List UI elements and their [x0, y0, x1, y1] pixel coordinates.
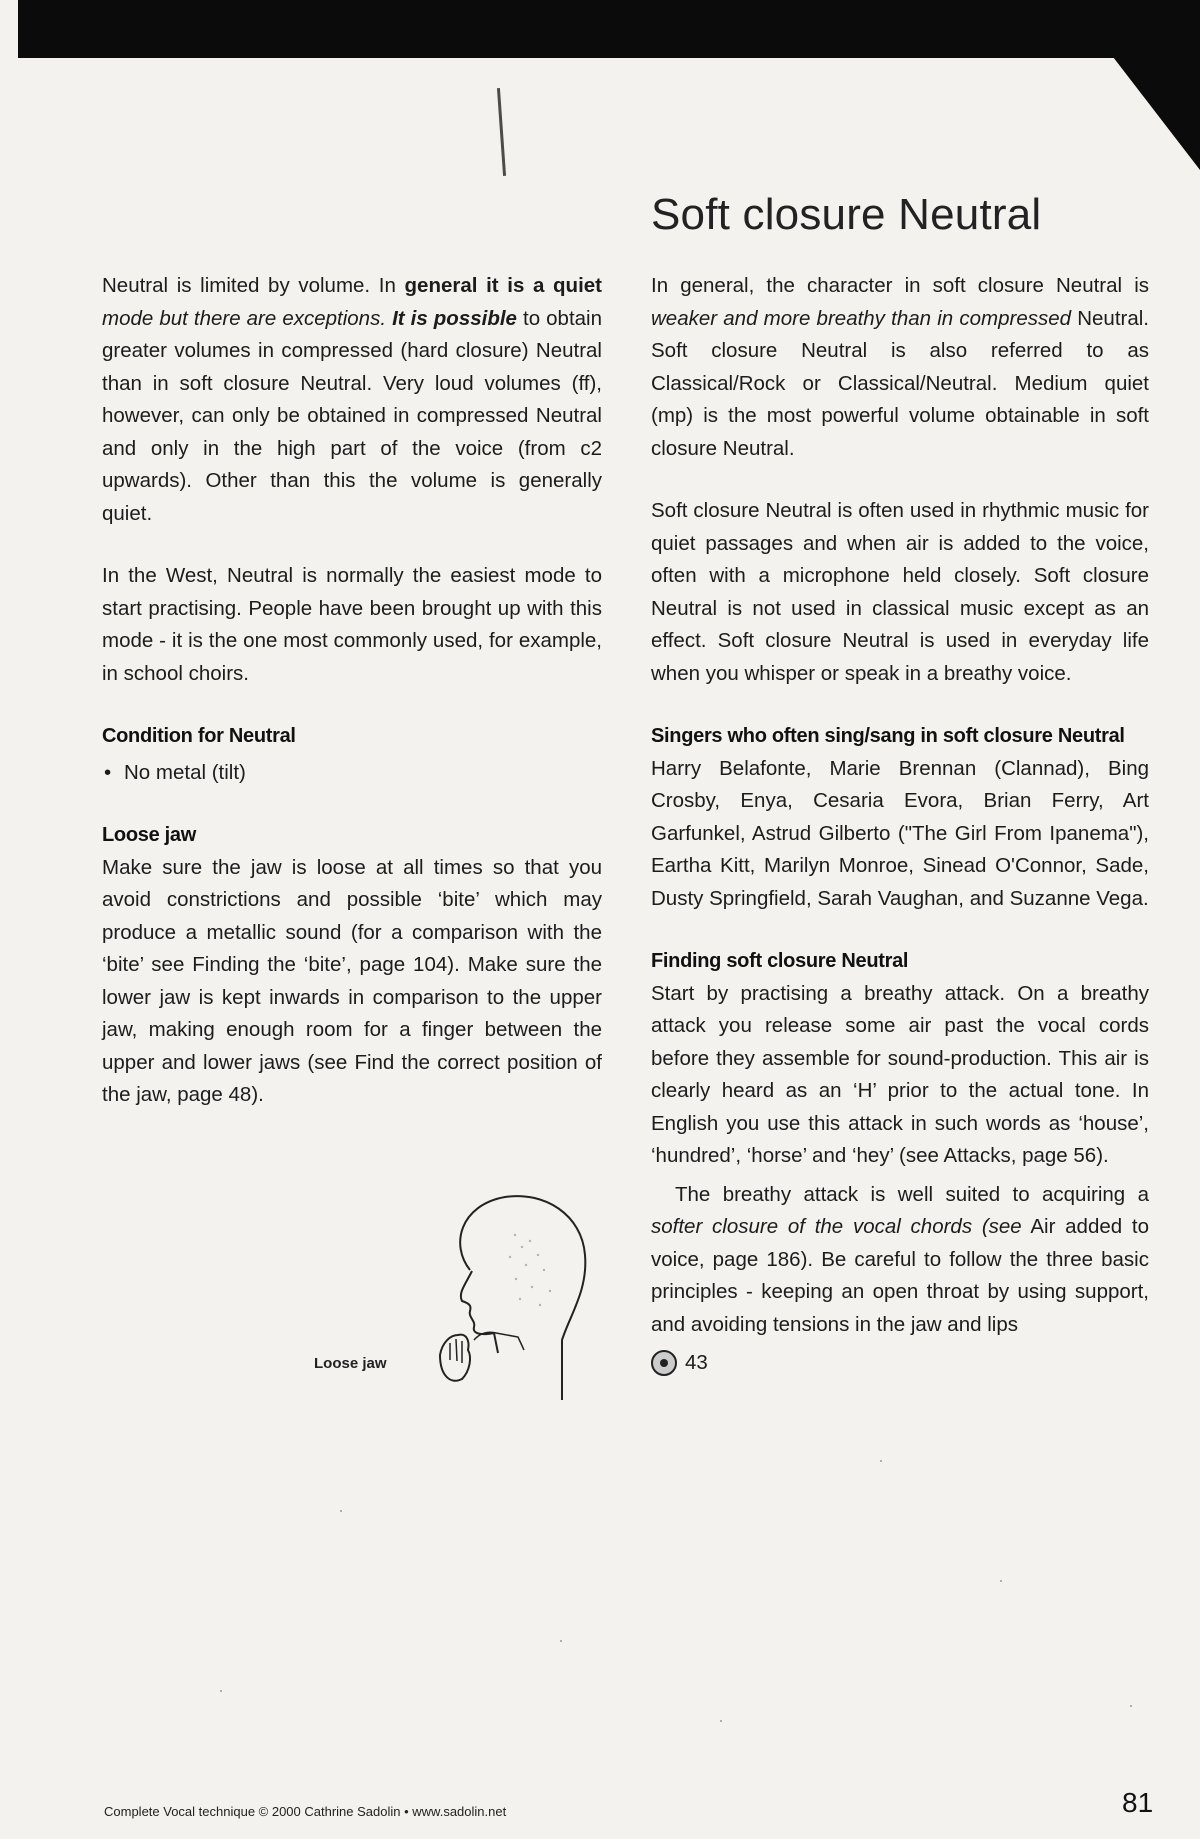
page-number: 81 — [1122, 1787, 1154, 1818]
scan-corner-shadow — [1100, 40, 1200, 170]
breathy-attack-paragraph — [651, 1179, 1149, 1342]
text-run-bold: general it is a quiet — [404, 274, 602, 297]
scan-speck — [1130, 1705, 1132, 1707]
text-run-italic: softer closure of the vocal chords (see — [651, 1215, 1022, 1238]
character-paragraph — [651, 270, 1149, 465]
west-paragraph: In the West, Neutral is normally the easiest mode to start practising. People have been brought up with this mode - it is the one most commonly used, for example, in school choirs. — [102, 564, 602, 685]
condition-list — [102, 757, 602, 790]
text-run: The breathy attack is well suited to acquiring a — [675, 1182, 1149, 1206]
cd-icon — [651, 1350, 677, 1376]
volume-paragraph — [102, 270, 602, 530]
scan-speck — [340, 1510, 342, 1512]
text-run: Neutral. Soft closure Neutral is also referred to as Classical/Rock or Classical/Neutral. Medium quiet (mp) is the most powerful volume obtainable in soft closure Neutral. — [651, 306, 1150, 460]
scan-speck — [720, 1720, 722, 1722]
text-run: Air added to voice, page 186). Be careful to follow the three basic principles - keeping an open throat by using support, and avoiding tensions in the jaw and lips — [651, 1215, 1149, 1336]
scan-speck — [220, 1690, 222, 1692]
page-title: Soft closure Neutral — [651, 190, 1042, 239]
loose-jaw-heading: Loose jaw — [102, 824, 196, 846]
track-number: 43 — [685, 1351, 708, 1374]
finding-heading: Finding soft closure Neutral — [651, 950, 909, 972]
text-run: Neutral is limited by volume. In — [102, 274, 405, 297]
singers-paragraph: Harry Belafonte, Marie Brennan (Clannad), Bing Crosby, Enya, Cesaria Evora, Brian Ferry, Art Garfunkel, Astrud Gilberto ("The Girl From Ipanema"), Eartha Kitt, Marilyn Monroe, Sinead O'Connor, Sade, Dusty Springfield, Sarah Vaughan, and Suzanne Vega. — [651, 756, 1149, 910]
text-run: In general, the character in soft closure Neutral is — [651, 274, 1149, 297]
figure-caption: Loose jaw — [314, 1355, 387, 1372]
usage-paragraph: Soft closure Neutral is often used in rhythmic music for quiet passages and when air is added to the voice, often with a microphone held closely. Soft closure Neutral is not used in classical music except as an effect. Soft closure Neutral is used in everyday life when you whisper or speak in a breathy voice. — [651, 499, 1149, 685]
condition-heading: Condition for Neutral — [102, 725, 296, 747]
finding-paragraph: Start by practising a breathy attack. On a breathy attack you release some air past the vocal cords before they assemble for sound-production. This air is clearly heard as an ‘H’ prior to the actual tone. In English you use this attack in such words as ‘house’, ‘hundred’, ‘horse’ and ‘hey’ (see Attacks, page 56). — [651, 981, 1149, 1167]
loose-jaw-paragraph: Make sure the jaw is loose at all times so that you avoid constrictions and possible ‘bite’ which may produce a metallic sound (for a comparison with the ‘bite’ see Finding the ‘bite’, page 104). Make sure the lower jaw is kept inwards in comparison to the upper jaw, making enough room for a finger between the upper and lower jaws (see Find the correct position of the jaw, page 48). — [102, 855, 602, 1106]
text-run-italic: mode but there are exceptions. — [102, 306, 387, 330]
text-run-bold: It is possible — [392, 306, 517, 330]
scan-mark — [497, 88, 506, 176]
scan-speck — [880, 1460, 882, 1462]
scan-top-bar — [18, 0, 1200, 58]
scan-speck — [1000, 1580, 1002, 1582]
text-run: to obtain greater volumes in compressed (hard closure) Neutral than in soft closure Neutral. Very loud volumes (ff), however, can only be obtained in compressed Neutral and only in the high part of the voice (from c2 upwards). Other than this the volume is generally quiet. — [102, 306, 602, 525]
condition-item: • No metal (tilt) — [102, 757, 602, 790]
singers-heading: Singers who often sing/sang in soft closure Neutral — [651, 725, 1125, 747]
right-column — [651, 270, 1149, 1387]
text-run-italic: weaker and more breathy than in compressed — [651, 306, 1072, 330]
page-footer: Complete Vocal technique © 2000 Cathrine Sadolin • www.sadolin.net — [104, 1804, 507, 1819]
left-column — [102, 270, 602, 1142]
audio-track-reference — [651, 1347, 708, 1380]
scan-speck — [560, 1640, 562, 1642]
